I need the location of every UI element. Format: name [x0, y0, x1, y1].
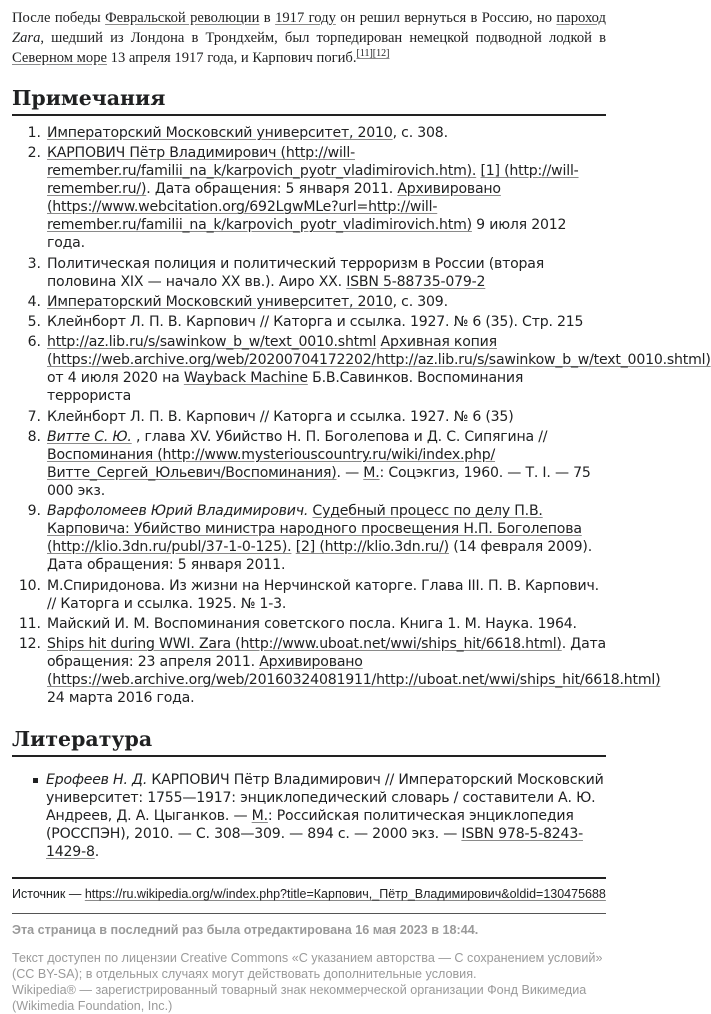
source-url[interactable]: https://ru.wikipedia.org/w/index.php?title=Карпович,_Пётр_Владимирович&oldid=130475688	[84, 887, 606, 902]
intro-text: он решил вернуться в Россию, но	[335, 10, 557, 26]
archive-link[interactable]: Архивировано (https://www.webcitation.org/692LgwMLe?url=http://will-remember.ru/familii_na_k/karpovich_pyotr_vladimirovich.htm)	[47, 181, 501, 234]
note-text: . Дата обращения: 5 января 2011.	[146, 181, 398, 198]
author-link[interactable]: Витте С. Ю.	[47, 429, 132, 446]
license-text: Текст доступен по лицензии Creative Commons «С указанием авторства — С сохранением условий» (CC BY-SA); в отдельных случаях могут действовать дополнительные условия.	[12, 951, 603, 982]
source-label: Источник —	[12, 887, 85, 902]
intro-text: , шедший из Лондона в Трондхейм, был торпедирован немецкой подводной лодкой в	[40, 30, 606, 46]
note-link[interactable]: Императорский Московский университет, 2010	[47, 293, 393, 310]
note-text: Клейнборт Л. П. В. Карпович // Каторга и ссылка. 1927. № 6 (35). Стр. 215	[47, 314, 584, 331]
note-text: Б.В.Савинков. Воспоминания террориста	[47, 370, 524, 405]
note-link[interactable]: Ships hit during WWI. Zara (http://www.uboat.net/wwi/ships_hit/6618.html)	[47, 636, 562, 653]
author-name: Варфоломеев Юрий Владимирович.	[47, 503, 309, 520]
notes-list	[12, 124, 711, 707]
literature-text: : Российская политическая энциклопедия (РОССПЭН), 2010. — С. 308—309. — 894 с. — 2000 экз. —	[46, 808, 574, 843]
note-item	[45, 615, 606, 633]
literature-text: .	[94, 844, 100, 861]
note-text: , с. 308.	[392, 125, 448, 141]
link-steamship[interactable]: пароход	[556, 10, 606, 26]
note-item	[45, 502, 606, 574]
last-edited: Эта страница в последний раз была отредактирована 16 мая 2023 в 18:44.	[12, 923, 479, 938]
note-item	[45, 577, 606, 613]
note-item	[45, 428, 606, 500]
city-abbr[interactable]: М.	[363, 465, 380, 482]
note-link[interactable]: [1] (http://will-remember.ru/)	[47, 163, 579, 198]
intro-text: 13 апреля 1917 года, и Карпович погиб.	[107, 50, 357, 66]
reference-marks[interactable]: [11][12]	[356, 48, 390, 59]
note-text: 24 марта 2016 года.	[47, 690, 195, 707]
footer	[12, 922, 606, 1014]
literature-heading: Литература	[12, 727, 606, 757]
note-text: 9 июля 2012 года.	[47, 217, 567, 252]
note-item	[45, 313, 606, 331]
note-text: Политическая полиция и политический терроризм в России (вторая половина XIX — начало XX вв.). Аиро XX.	[47, 255, 545, 290]
note-link[interactable]: Императорский Московский университет, 2010	[47, 125, 393, 141]
literature-list	[12, 771, 606, 861]
note-item	[45, 124, 606, 142]
notes-heading: Примечания	[12, 86, 606, 116]
note-item	[45, 408, 606, 426]
literature-text: КАРПОВИЧ Пётр Владимирович // Императорский Московский университет: 1755—1917: энциклопедический словарь / составители А. Ю. Андреев, Д. А. Цыганков. —	[46, 772, 604, 825]
bullet-icon	[33, 778, 38, 783]
note-item	[45, 635, 661, 707]
divider	[12, 877, 606, 879]
note-link[interactable]: http://az.lib.ru/s/sawinkow_b_w/text_0010.shtml	[47, 334, 377, 351]
link-1917-year[interactable]: 1917 году	[275, 10, 336, 26]
note-item	[45, 333, 711, 405]
author-name: Ерофеев Н. Д.	[46, 772, 148, 789]
note-text: . Дата обращения: 23 апреля 2011.	[47, 636, 606, 671]
intro-text: После победы	[12, 10, 106, 26]
note-text: , глава XV. Убийство Н. П. Боголепова и Д. С. Сипягина //	[131, 429, 548, 446]
note-text: Майский И. М. Воспоминания советского посла. Книга 1. М. Наука. 1964.	[47, 615, 577, 632]
note-item	[45, 255, 606, 291]
note-text: М.Спиридонова. Из жизни на Нерчинской каторге. Глава III. П. В. Карпович. // Каторга и ссылка. 1925. № 1-3.	[47, 577, 599, 612]
note-text: Клейнборт Л. П. В. Карпович // Каторга и ссылка. 1927. № 6 (35)	[47, 408, 514, 425]
note-link[interactable]: Судебный процесс по делу П.В. Карповича: Убийство министра народного просвещения Н.П. Боголепова (http://klio.3dn.ru/publ/37-1-0-125).	[47, 503, 582, 556]
note-text: , с. 309.	[392, 293, 448, 310]
note-item	[45, 144, 606, 252]
footer-divider	[12, 913, 606, 914]
note-text: . —	[336, 465, 364, 482]
note-link[interactable]: КАРПОВИЧ Пётр Владимирович (http://will-remember.ru/familii_na_k/karpovich_pyotr_vladimirovich.htm).	[47, 145, 477, 180]
literature-item	[46, 771, 606, 861]
intro-text: в	[259, 10, 276, 26]
source-line	[12, 887, 606, 901]
note-link[interactable]: [2] (http://klio.3dn.ru/)	[295, 539, 449, 556]
note-item	[45, 293, 606, 311]
archive-link[interactable]: Архивная копия (https://web.archive.org/web/20200704172202/http://az.lib.ru/s/sawinkow_b_w/text_0010.shtml)	[47, 334, 711, 369]
link-north-sea[interactable]: Северном море	[12, 50, 107, 66]
city-abbr[interactable]: М.	[251, 808, 268, 825]
isbn-link[interactable]: ISBN 5-88735-079-2	[346, 273, 486, 290]
note-text: от 4 июля 2020 на	[47, 370, 184, 387]
ship-name: Zara	[12, 30, 41, 46]
note-text: (14 февраля 2009). Дата обращения: 5 января 2011.	[47, 539, 592, 574]
trademark-text: Wikipedia® — зарегистрированный товарный знак некоммерческой организации Фонд Викимедиа (Wikimedia Foundation, Inc.)	[12, 983, 587, 1014]
isbn-link[interactable]: ISBN 978-5-8243-1429-8	[46, 826, 583, 861]
intro-paragraph	[12, 8, 606, 68]
link-february-revolution[interactable]: Февральской революции	[105, 10, 260, 26]
wayback-link[interactable]: Wayback Machine	[183, 370, 308, 387]
note-link[interactable]: Воспоминания (http://www.mysteriouscountry.ru/wiki/index.php/Витте_Сергей_Юльевич/Воспоминания)	[47, 447, 496, 482]
archive-link[interactable]: Архивировано (https://web.archive.org/web/20160324081911/http://uboat.net/wwi/ships_hit/6618.html)	[47, 654, 661, 689]
note-text: : Соцэкгиз, 1960. — Т. I. — 75 000 экз.	[47, 465, 591, 500]
